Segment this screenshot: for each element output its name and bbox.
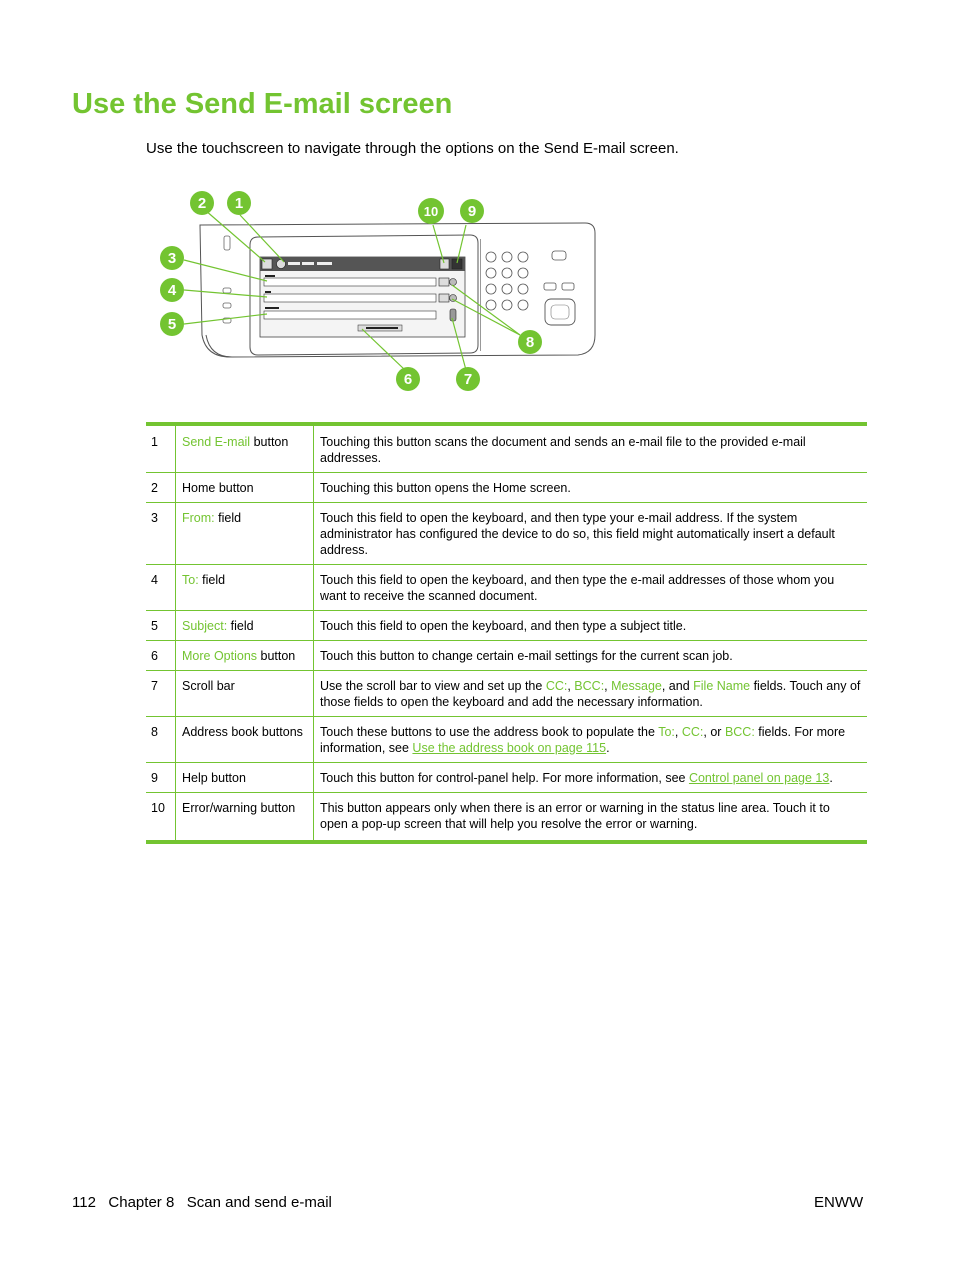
from-field [264,278,436,286]
from-field-label [265,275,275,277]
to-field-label [265,291,271,293]
table-row [146,565,867,611]
description-text: . [829,771,833,785]
callout-item-ui-term: From: [182,511,215,525]
callout-description [314,503,868,565]
callout-item-label: field [198,573,226,587]
callout-description [314,671,868,717]
callout-item [176,641,314,671]
description-text: , and [661,679,694,693]
subject-field-label [265,307,279,309]
callout-description [314,565,868,611]
callout-badge-5 [160,312,184,336]
description-text: Touch this button to change certain e-mail settings for the current scan job. [320,649,733,663]
table-row [146,641,867,671]
cross-reference-link[interactable]: Use the address book on page 115 [412,741,607,755]
callout-number: 10 [146,793,176,843]
callout-description [314,424,868,473]
description-text: This button appears only when there is an error or warning in the status line area. Touch it to open a pop-up screen that will help you resolve the error or warning. [320,801,830,831]
intro-paragraph: Use the touchscreen to navigate through the options on the Send E-mail screen. [146,140,679,157]
callout-badge-7 [456,367,480,391]
callout-item-label: Home button [182,481,254,495]
description-text: Touch this button for control-panel help. For more information, see [320,771,689,785]
description-text: Touch this field to open the keyboard, and then type a subject title. [320,619,687,633]
callout-badge-1 [227,191,251,215]
ui-term: Message [611,679,662,693]
control-panel-figure [150,185,610,400]
callout-badge-label: 8 [525,334,535,351]
callout-description [314,641,868,671]
callout-item [176,671,314,717]
callout-badge-3 [160,246,184,270]
ui-term: BCC: [724,725,755,739]
callout-badge-6 [396,367,420,391]
callout-item [176,424,314,473]
callout-number: 2 [146,473,176,503]
callout-badge-4 [160,278,184,302]
error-warning-button [440,259,449,269]
description-text: Touch this field to open the keyboard, and then type the e-mail addresses of those whom you want to receive the scanned document. [320,573,835,603]
callout-badge-2 [190,191,214,215]
callout-item [176,473,314,503]
description-text: . [606,741,610,755]
callout-badge-label: 3 [167,250,177,267]
callout-badge-label: 1 [234,195,244,212]
to-field [264,294,436,302]
more-options-button-label [366,327,398,329]
callout-number: 5 [146,611,176,641]
callout-item [176,503,314,565]
home-button [277,260,286,269]
callout-number: 1 [146,424,176,473]
callout-number: 7 [146,671,176,717]
callout-item-label: field [214,511,242,525]
table-row [146,763,867,793]
callout-badge-label: 2 [197,195,207,212]
description-text: , [604,679,612,693]
callout-item-ui-term: Subject: [182,619,228,633]
status-text [288,262,300,265]
address-book-icon [450,279,457,286]
callout-item-ui-term: Send E-mail [182,435,251,449]
callout-item-label: Address book buttons [182,725,303,739]
callout-item-label: Help button [182,771,246,785]
cross-reference-link[interactable]: Control panel on page 13 [688,771,830,785]
callout-badge-10 [418,198,444,224]
description-text: , [674,725,682,739]
keypad-bezel [480,239,481,351]
ui-term: CC: [681,725,704,739]
table-row [146,473,867,503]
description-text: fields. Touch any of those fields to open the keyboard and add the necessary information. [320,679,861,709]
description-text: fields. For more information, see [320,725,846,755]
description-text: , or [703,725,725,739]
callout-item [176,565,314,611]
callout-item-label: button [257,649,296,663]
table-row [146,503,867,565]
callout-number: 3 [146,503,176,565]
callout-item-label: Error/warning button [182,801,296,815]
description-text: Touching this button scans the document and sends an e-mail file to the provided e-mail addresses. [320,435,806,465]
subject-field [264,311,436,319]
callout-badge-label: 9 [467,203,477,220]
callout-description [314,611,868,641]
callout-item [176,717,314,763]
callout-item [176,763,314,793]
callout-badge-9 [460,199,484,223]
callout-item-label: button [250,435,289,449]
callout-badge-label: 7 [463,371,473,388]
description-text: Touch this field to open the keyboard, and then type your e-mail address. If the system administrator has configured the device to do so, this field might automatically insert a default address. [320,511,835,557]
callout-number: 8 [146,717,176,763]
description-text: Use the scroll bar to view and set up the [320,679,546,693]
callout-number: 4 [146,565,176,611]
callout-item [176,793,314,843]
ui-term: CC: [545,679,568,693]
address-book-button [439,278,449,286]
description-text: Touching this button opens the Home screen. [320,481,571,495]
callout-description [314,793,868,843]
status-text [302,262,314,265]
callout-badge-label: 5 [167,316,177,333]
description-text: Touch these buttons to use the address book to populate the [320,725,659,739]
callout-badge-label: 10 [423,204,439,219]
callout-number: 9 [146,763,176,793]
callout-item-label: field [227,619,254,633]
callout-badge-label: 4 [167,282,177,299]
ui-term: File Name [693,679,751,693]
callout-number: 6 [146,641,176,671]
callout-table [146,422,867,844]
callout-description [314,763,868,793]
callout-badge-8 [518,330,542,354]
status-text [317,262,332,265]
description-text: , [567,679,575,693]
ui-term: To: [658,725,675,739]
callout-table-body [146,424,867,842]
table-row [146,717,867,763]
address-book-button [439,294,449,302]
table-row [146,611,867,641]
footer-page-info: 112 Chapter 8 Scan and send e-mail [72,1194,332,1211]
callout-description [314,717,868,763]
callout-description [314,473,868,503]
table-row [146,793,867,843]
callout-item-label: Scroll bar [182,679,235,693]
scroll-bar [450,309,456,321]
callout-item-ui-term: To: [182,573,199,587]
ui-term: BCC: [574,679,605,693]
callout-item-ui-term: More Options [182,649,258,663]
table-row [146,424,867,473]
table-row [146,671,867,717]
footer-locale: ENWW [814,1194,864,1211]
callout-item [176,611,314,641]
callout-badge-label: 6 [403,371,413,388]
page-title: Use the Send E-mail screen [72,88,453,120]
